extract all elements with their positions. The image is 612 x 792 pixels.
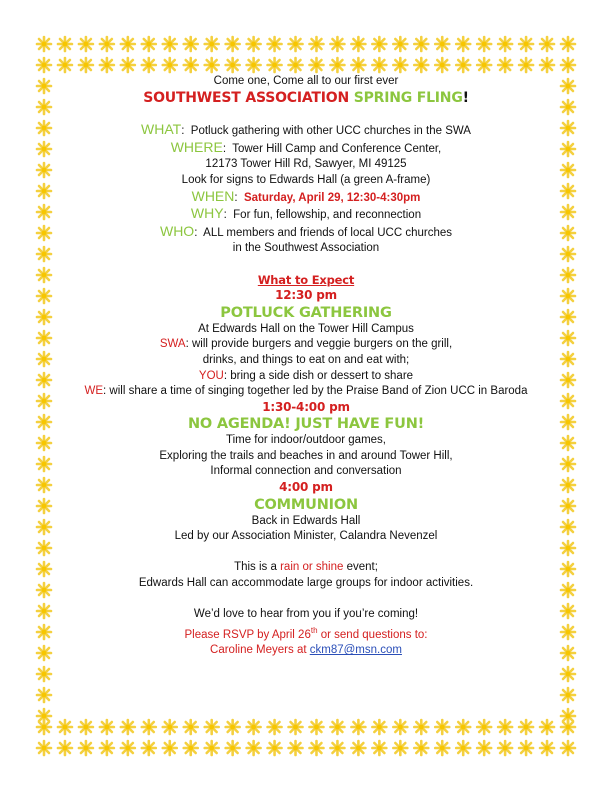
sun-flower-icon: [79, 58, 93, 72]
hall-line: Edwards Hall can accommodate large groups for indoor activities.: [138, 577, 474, 590]
sun-flower-icon: [561, 142, 575, 156]
sun-flower-icon: [37, 520, 51, 534]
sun-flower-icon: [226, 58, 240, 72]
sun-flower-icon: [330, 720, 344, 734]
sun-flower-icon: [561, 541, 575, 555]
sun-flower-icon: [540, 741, 554, 755]
sun-flower-icon: [435, 720, 449, 734]
sun-flower-icon: [309, 58, 323, 72]
sun-flower-icon: [351, 58, 365, 72]
sun-flower-icon: [477, 741, 491, 755]
sun-flower-icon: [289, 37, 303, 51]
sun-flower-icon: [540, 37, 554, 51]
sun-flower-icon: [414, 58, 428, 72]
sun-flower-icon: [498, 720, 512, 734]
sun-flower-icon: [247, 58, 261, 72]
section-communion: COMMUNION: [254, 496, 358, 513]
you-line: [60, 369, 552, 385]
sun-flower-icon: [184, 58, 198, 72]
when-text: Saturday, April 29, 12:30-4:30pm: [243, 191, 421, 204]
what-text: Potluck gathering with other UCC churches in the SWA: [190, 125, 471, 138]
sun-flower-icon: [561, 436, 575, 450]
sun-flower-icon: [414, 720, 428, 734]
sun-flower-icon: [561, 100, 575, 114]
sun-flower-icon: [414, 741, 428, 755]
sun-flower-icon: [37, 562, 51, 576]
flyer-content: [60, 74, 552, 659]
sun-flower-icon: [121, 37, 135, 51]
sun-flower-icon: [393, 58, 407, 72]
informal-line: Informal connection and conversation: [210, 465, 402, 478]
sun-flower-icon: [37, 268, 51, 282]
sun-flower-icon: [393, 37, 407, 51]
sun-flower-icon: [37, 436, 51, 450]
why-text: For fun, fellowship, and reconnection: [233, 209, 422, 222]
sun-flower-icon: [37, 457, 51, 471]
sun-flower-icon: [37, 709, 51, 723]
sun-flower-icon: [184, 720, 198, 734]
sun-flower-icon: [351, 37, 365, 51]
sun-flower-icon: [561, 667, 575, 681]
sun-flower-icon: [498, 37, 512, 51]
who-line-2: in the Southwest Association: [232, 242, 380, 255]
sun-flower-icon: [247, 741, 261, 755]
sun-flower-icon: [205, 58, 219, 72]
sun-flower-icon: [289, 720, 303, 734]
sun-flower-icon: [393, 720, 407, 734]
sun-flower-icon: [37, 583, 51, 597]
when-line: WHEN: Saturday, April 29, 12:30-4:30pm: [191, 187, 421, 204]
sun-flower-icon: [205, 720, 219, 734]
sun-flower-icon: [561, 247, 575, 261]
sun-flower-icon: [268, 720, 282, 734]
swa-label: SWA: [159, 338, 186, 351]
sun-flower-icon: [100, 58, 114, 72]
sun-flower-icon: [37, 415, 51, 429]
you-text: : bring a side dish or dessert to share: [223, 369, 414, 382]
sun-flower-icon: [561, 709, 575, 723]
sun-flower-icon: [37, 142, 51, 156]
sun-flower-icon: [37, 226, 51, 240]
who-line: WHO: ALL members and friends of local UCC churches: [159, 222, 453, 239]
you-label: YOU: [198, 369, 224, 382]
contact-line: [60, 643, 552, 659]
sun-flower-icon: [477, 720, 491, 734]
sun-flower-icon: [561, 499, 575, 513]
sun-flower-icon: [163, 37, 177, 51]
sun-flower-icon: [519, 58, 533, 72]
sun-flower-icon: [205, 741, 219, 755]
we-line: [60, 384, 552, 400]
sun-flower-icon: [561, 604, 575, 618]
sun-flower-icon: [37, 352, 51, 366]
title-association: SOUTHWEST ASSOCIATION: [143, 89, 350, 106]
when-label: WHEN: [191, 187, 235, 204]
sun-flower-icon: [540, 720, 554, 734]
sun-flower-icon: [330, 37, 344, 51]
communion-location: Back in Edwards Hall: [251, 514, 361, 527]
contact-name: Caroline Meyers at: [210, 644, 310, 657]
games-line: Time for indoor/outdoor games,: [225, 434, 386, 447]
sun-flower-icon: [79, 720, 93, 734]
sun-flower-icon: [268, 37, 282, 51]
love-line: We’d love to hear from you if you’re coming!: [193, 608, 419, 621]
sun-flower-icon: [435, 37, 449, 51]
sun-flower-icon: [58, 58, 72, 72]
where-line: WHERE: Tower Hill Camp and Conference Center,: [170, 138, 442, 155]
sun-flower-icon: [268, 58, 282, 72]
sun-flower-icon: [561, 58, 575, 72]
sun-flower-icon: [519, 720, 533, 734]
address-line: 12173 Tower Hill Rd, Sawyer, MI 49125: [205, 158, 407, 171]
sun-flower-icon: [372, 37, 386, 51]
rsvp-post: or send questions to:: [317, 628, 428, 641]
sun-flower-icon: [121, 58, 135, 72]
sun-flower-icon: [289, 741, 303, 755]
swa-text: : will provide burgers and veggie burgers on the grill,: [185, 338, 453, 351]
sun-flower-icon: [37, 247, 51, 261]
sun-flower-icon: [79, 741, 93, 755]
sun-flower-icon: [393, 741, 407, 755]
sun-flower-icon: [561, 415, 575, 429]
signs-line: Look for signs to Edwards Hall (a green A-frame): [181, 173, 431, 186]
rsvp-sup: th: [310, 625, 318, 635]
sun-flower-icon: [561, 184, 575, 198]
sun-flower-icon: [561, 289, 575, 303]
sun-flower-icon: [226, 720, 240, 734]
sun-flower-icon: [456, 58, 470, 72]
trails-line: Exploring the trails and beaches in and around Tower Hill,: [159, 449, 453, 462]
what-to-expect-heading: What to Expect: [257, 272, 355, 287]
sun-flower-icon: [477, 37, 491, 51]
why-label: WHY: [190, 205, 224, 222]
sun-flower-icon: [184, 741, 198, 755]
sun-flower-icon: [561, 205, 575, 219]
sun-flower-icon: [289, 58, 303, 72]
section-no-agenda: NO AGENDA! JUST HAVE FUN!: [187, 416, 425, 433]
sun-flower-icon: [330, 741, 344, 755]
communion-leader: Led by our Association Minister, Calandra Nevenzel: [174, 530, 438, 543]
sun-flower-icon: [561, 268, 575, 282]
sun-flower-icon: [142, 58, 156, 72]
sun-flower-icon: [58, 741, 72, 755]
sun-flower-icon: [372, 741, 386, 755]
sun-flower-icon: [561, 163, 575, 177]
sun-flower-icon: [37, 289, 51, 303]
sun-flower-icon: [351, 741, 365, 755]
rain-post: event;: [343, 561, 378, 574]
title-exclamation: !: [462, 89, 469, 106]
sun-flower-icon: [100, 37, 114, 51]
sun-flower-icon: [37, 331, 51, 345]
potluck-location: At Edwards Hall on the Tower Hill Campus: [198, 322, 414, 335]
sun-flower-icon: [37, 373, 51, 387]
sun-flower-icon: [37, 37, 51, 51]
sun-flower-icon: [163, 741, 177, 755]
section-potluck: POTLUCK GATHERING: [220, 304, 392, 321]
drinks-line: drinks, and things to eat on and eat with;: [202, 353, 410, 366]
sun-flower-icon: [561, 562, 575, 576]
sun-flower-icon: [435, 58, 449, 72]
we-text: : will share a time of singing together led by the Praise Band of Zion UCC in Baroda: [103, 385, 528, 398]
sun-flower-icon: [163, 720, 177, 734]
sun-flower-icon: [37, 79, 51, 93]
where-label: WHERE: [170, 138, 223, 155]
sun-flower-icon: [37, 604, 51, 618]
sun-flower-icon: [456, 741, 470, 755]
who-label: WHO: [159, 222, 195, 239]
sun-flower-icon: [561, 79, 575, 93]
sun-flower-icon: [435, 741, 449, 755]
sun-flower-icon: [121, 741, 135, 755]
sun-flower-icon: [268, 741, 282, 755]
sun-flower-icon: [37, 667, 51, 681]
sun-flower-icon: [561, 688, 575, 702]
sun-flower-icon: [37, 499, 51, 513]
sun-flower-icon: [163, 58, 177, 72]
sun-flower-icon: [37, 541, 51, 555]
sun-flower-icon: [37, 205, 51, 219]
sun-flower-icon: [456, 37, 470, 51]
sun-flower-icon: [498, 741, 512, 755]
time-1: 12:30 pm: [275, 288, 337, 303]
sun-flower-icon: [561, 226, 575, 240]
sun-flower-icon: [372, 720, 386, 734]
sun-flower-icon: [37, 625, 51, 639]
sun-flower-icon: [142, 741, 156, 755]
sun-flower-icon: [561, 310, 575, 324]
sun-flower-icon: [309, 741, 323, 755]
sun-flower-icon: [37, 646, 51, 660]
time-2: 1:30-4:00 pm: [262, 399, 350, 414]
sun-flower-icon: [184, 37, 198, 51]
sun-flower-icon: [414, 37, 428, 51]
sun-flower-icon: [58, 37, 72, 51]
sun-flower-icon: [247, 720, 261, 734]
sun-flower-icon: [100, 741, 114, 755]
sun-flower-icon: [561, 583, 575, 597]
rain-pre: This is a: [234, 561, 281, 574]
sun-flower-icon: [540, 58, 554, 72]
sun-flower-icon: [309, 720, 323, 734]
sun-flower-icon: [58, 720, 72, 734]
sun-flower-icon: [561, 478, 575, 492]
what-label: WHAT: [141, 121, 182, 138]
sun-flower-icon: [561, 373, 575, 387]
what-line: WHAT: Potluck gathering with other UCC churches in the SWA: [141, 121, 471, 138]
sun-flower-icon: [100, 720, 114, 734]
sun-flower-icon: [561, 394, 575, 408]
sun-flower-icon: [205, 37, 219, 51]
sun-flower-icon: [561, 352, 575, 366]
sun-flower-icon: [37, 394, 51, 408]
sun-flower-icon: [37, 121, 51, 135]
sun-flower-icon: [37, 163, 51, 177]
event-title: [60, 90, 552, 107]
sun-flower-icon: [519, 741, 533, 755]
contact-email-link[interactable]: ckm87@msn.com: [309, 644, 402, 657]
sun-flower-icon: [309, 37, 323, 51]
sun-flower-icon: [561, 121, 575, 135]
rain-line: [60, 560, 552, 576]
sun-flower-icon: [37, 310, 51, 324]
why-line: WHY: For fun, fellowship, and reconnection: [190, 205, 422, 222]
sun-flower-icon: [372, 58, 386, 72]
sun-flower-icon: [330, 58, 344, 72]
sun-flower-icon: [37, 184, 51, 198]
sun-flower-icon: [226, 741, 240, 755]
sun-flower-icon: [37, 688, 51, 702]
rsvp-pre: Please RSVP by April 26: [184, 628, 311, 641]
sun-flower-icon: [519, 37, 533, 51]
sun-flower-icon: [226, 37, 240, 51]
rain-or-shine: rain or shine: [280, 561, 344, 574]
sun-flower-icon: [477, 58, 491, 72]
sun-flower-icon: [498, 58, 512, 72]
intro-line: Come one, Come all to our first ever: [213, 75, 399, 87]
sun-flower-icon: [37, 478, 51, 492]
sun-flower-icon: [79, 37, 93, 51]
sun-flower-icon: [561, 37, 575, 51]
sun-flower-icon: [561, 520, 575, 534]
sun-flower-icon: [37, 58, 51, 72]
sun-flower-icon: [142, 37, 156, 51]
sun-flower-icon: [142, 720, 156, 734]
swa-line: [60, 337, 552, 353]
sun-flower-icon: [561, 646, 575, 660]
title-spring-fling: SPRING FLING: [353, 89, 463, 106]
sun-flower-icon: [561, 331, 575, 345]
rsvp-line: [60, 623, 552, 643]
time-3: 4:00 pm: [279, 480, 333, 495]
sun-flower-icon: [351, 720, 365, 734]
sun-flower-icon: [456, 720, 470, 734]
sun-flower-icon: [561, 741, 575, 755]
sun-flower-icon: [37, 100, 51, 114]
where-text: Tower Hill Camp and Conference Center,: [232, 142, 442, 155]
sun-flower-icon: [561, 457, 575, 471]
sun-flower-icon: [247, 37, 261, 51]
who-text: ALL members and friends of local UCC churches: [203, 226, 453, 239]
we-label: WE: [84, 385, 104, 398]
sun-flower-icon: [561, 625, 575, 639]
sun-flower-icon: [121, 720, 135, 734]
sun-flower-icon: [37, 741, 51, 755]
